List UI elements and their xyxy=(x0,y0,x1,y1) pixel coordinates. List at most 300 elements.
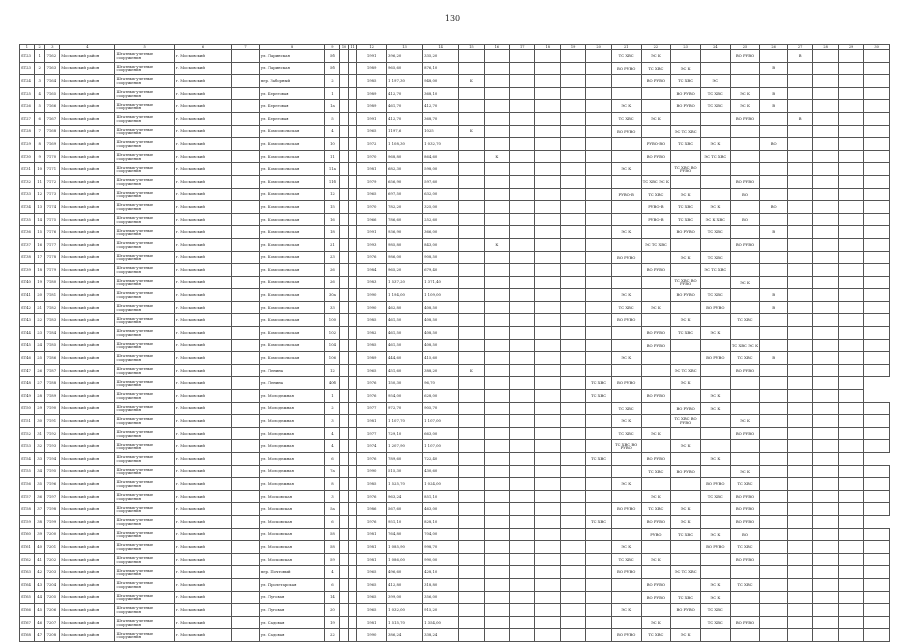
table-cell xyxy=(838,528,863,541)
table-cell xyxy=(340,150,348,163)
table-cell: 40б xyxy=(325,377,340,390)
table-cell xyxy=(459,478,484,491)
table-cell xyxy=(700,175,730,188)
table-cell: К xyxy=(459,364,484,377)
table-cell xyxy=(813,339,838,352)
table-row xyxy=(20,62,890,75)
table-cell xyxy=(459,264,484,277)
table-cell xyxy=(459,339,484,352)
table-cell xyxy=(535,201,560,214)
table-cell xyxy=(671,264,701,277)
table-cell: г. Московский xyxy=(174,138,231,151)
table-cell xyxy=(760,50,788,63)
table-cell: Штатных-учетные сооружения xyxy=(115,578,174,591)
table-cell xyxy=(348,503,356,516)
table-cell xyxy=(348,112,356,125)
table-cell xyxy=(864,604,890,617)
table-cell xyxy=(838,276,863,289)
table-cell xyxy=(459,566,484,579)
table-cell: 1982 xyxy=(357,327,387,340)
table-cell: ST56 xyxy=(20,478,35,491)
table-cell: Штатных-учетные сооружения xyxy=(115,238,174,251)
table-cell xyxy=(340,528,348,541)
table-cell xyxy=(611,578,641,591)
table-cell xyxy=(813,591,838,604)
table-row xyxy=(20,604,890,617)
table-cell xyxy=(560,490,585,503)
table-cell xyxy=(864,175,890,188)
table-cell xyxy=(348,478,356,491)
table-cell: 1 525,70 xyxy=(387,478,423,491)
table-cell: ST40 xyxy=(20,276,35,289)
table-cell xyxy=(700,553,730,566)
table-cell xyxy=(787,150,812,163)
table-cell: ТС ХВС xyxy=(641,62,671,75)
table-cell xyxy=(484,453,509,466)
table-cell: 396,20 xyxy=(387,50,423,63)
table-cell: 1965 xyxy=(357,578,387,591)
table-cell: 8 xyxy=(325,478,340,491)
table-cell: ЭС К xyxy=(671,503,701,516)
table-cell: 7176 xyxy=(45,226,60,239)
table-cell: 106 xyxy=(325,352,340,365)
table-cell xyxy=(340,175,348,188)
table-cell: 965,20 xyxy=(387,264,423,277)
table-cell xyxy=(611,339,641,352)
table-cell xyxy=(641,100,671,113)
table-cell: 1 xyxy=(325,87,340,100)
table-cell: ЭС К xyxy=(700,528,730,541)
table-cell xyxy=(813,390,838,403)
table-cell xyxy=(510,352,535,365)
table-row xyxy=(20,226,890,239)
table-cell: ST36 xyxy=(20,226,35,239)
table-cell xyxy=(535,163,560,176)
table-cell: ул. Ларинская xyxy=(259,62,325,75)
table-cell: Штатных-учетные сооружения xyxy=(115,87,174,100)
table-cell xyxy=(560,364,585,377)
table-cell xyxy=(813,604,838,617)
table-cell xyxy=(459,377,484,390)
table-cell xyxy=(484,50,509,63)
table-cell: Штатных-учетные сооружения xyxy=(115,515,174,528)
table-cell xyxy=(459,402,484,415)
table-cell: г. Московский xyxy=(174,327,231,340)
table-cell xyxy=(484,591,509,604)
table-cell xyxy=(348,100,356,113)
table-cell xyxy=(838,112,863,125)
table-cell: 1991 xyxy=(357,226,387,239)
table-cell: ТС ХВС xyxy=(700,490,730,503)
table-cell xyxy=(340,578,348,591)
table-cell xyxy=(787,453,812,466)
table-cell xyxy=(760,566,788,579)
table-cell xyxy=(586,415,611,428)
table-cell: Московский район xyxy=(60,251,115,264)
table-cell: ЭС ТС ХВС xyxy=(671,566,701,579)
table-cell xyxy=(340,503,348,516)
table-cell: 1а xyxy=(325,100,340,113)
table-cell: 23 xyxy=(325,251,340,264)
table-cell: 43 xyxy=(34,578,45,591)
table-cell: Московский район xyxy=(60,125,115,138)
table-cell: ВО xyxy=(730,188,760,201)
table-cell xyxy=(641,440,671,453)
table-cell: г. Московский xyxy=(174,629,231,642)
table-cell: ЭС ТС ХВС xyxy=(671,364,701,377)
table-cell xyxy=(813,100,838,113)
table-cell xyxy=(560,75,585,88)
table-cell xyxy=(787,175,812,188)
table-cell xyxy=(459,112,484,125)
table-cell xyxy=(535,226,560,239)
table-cell: 1976 xyxy=(357,390,387,403)
table-cell xyxy=(787,377,812,390)
table-cell xyxy=(560,125,585,138)
table-cell: ул. Луговая xyxy=(259,604,325,617)
table-cell xyxy=(348,453,356,466)
table-cell xyxy=(813,75,838,88)
table-cell: 412,80 xyxy=(387,578,423,591)
table-cell: 24 xyxy=(34,339,45,352)
table-cell: 7203 xyxy=(45,566,60,579)
table-cell xyxy=(560,553,585,566)
table-cell xyxy=(232,415,260,428)
table-cell xyxy=(232,465,260,478)
table-cell xyxy=(340,427,348,440)
table-cell: ST60 xyxy=(20,528,35,541)
table-cell: ЭС К xyxy=(671,188,701,201)
table-cell: В xyxy=(787,112,812,125)
table-cell xyxy=(838,415,863,428)
table-cell: ВО РУВО xyxy=(700,301,730,314)
column-number: 23 xyxy=(671,45,701,50)
table-cell xyxy=(838,289,863,302)
table-cell xyxy=(560,201,585,214)
table-cell xyxy=(730,226,760,239)
table-cell: ST52 xyxy=(20,427,35,440)
table-cell: ST28 xyxy=(20,125,35,138)
table-cell: Штатных-учетные сооружения xyxy=(115,402,174,415)
column-number: 3 xyxy=(45,45,60,50)
table-cell: 399,00 xyxy=(387,591,423,604)
table-cell xyxy=(348,515,356,528)
table-cell: 1976 xyxy=(357,490,387,503)
table-cell: 948,00 xyxy=(423,75,459,88)
table-cell: 4 xyxy=(325,125,340,138)
table-cell: 461,50 xyxy=(387,339,423,352)
table-cell xyxy=(700,62,730,75)
table-cell xyxy=(586,226,611,239)
table-cell: ВО РУВО xyxy=(641,390,671,403)
table-row xyxy=(20,301,890,314)
table-cell xyxy=(838,427,863,440)
table-cell xyxy=(586,578,611,591)
table-cell xyxy=(232,175,260,188)
table-cell xyxy=(560,213,585,226)
table-cell xyxy=(700,440,730,453)
table-cell: 851,10 xyxy=(423,490,459,503)
table-cell: 451,60 xyxy=(387,364,423,377)
table-cell: ЭС К ХВС xyxy=(700,213,730,226)
table-cell xyxy=(340,289,348,302)
table-cell xyxy=(484,427,509,440)
table-cell: 7192 xyxy=(45,427,60,440)
table-cell xyxy=(535,490,560,503)
table-row xyxy=(20,478,890,491)
table-cell: 1 108,30 xyxy=(387,138,423,151)
table-cell xyxy=(864,591,890,604)
table-cell: 33 xyxy=(325,301,340,314)
table-cell xyxy=(535,339,560,352)
table-cell xyxy=(671,50,701,63)
table-cell: ул. Комсомольская xyxy=(259,352,325,365)
table-cell xyxy=(787,616,812,629)
table-cell xyxy=(787,289,812,302)
table-cell xyxy=(340,402,348,415)
table-cell: 7182 xyxy=(45,301,60,314)
table-cell: ул. Комсомольская xyxy=(259,314,325,327)
table-cell: 1970 xyxy=(357,201,387,214)
table-cell: ВО xyxy=(730,528,760,541)
table-cell: 36 xyxy=(34,490,45,503)
table-cell: ST34 xyxy=(20,201,35,214)
table-cell xyxy=(838,364,863,377)
table-cell: 1989 xyxy=(357,62,387,75)
table-cell xyxy=(459,276,484,289)
table-cell xyxy=(864,364,890,377)
table-cell: 7206 xyxy=(45,604,60,617)
table-cell: ST30 xyxy=(20,150,35,163)
table-cell xyxy=(232,427,260,440)
table-cell xyxy=(838,175,863,188)
table-cell: ЭС К xyxy=(641,616,671,629)
table-cell: ВО РУВО xyxy=(611,503,641,516)
table-cell xyxy=(510,541,535,554)
table-cell: ST37 xyxy=(20,238,35,251)
table-cell xyxy=(484,188,509,201)
table-cell: Штатных-учетные сооружения xyxy=(115,553,174,566)
table-cell: ул. Молодежная xyxy=(259,440,325,453)
table-cell: ЭС К xyxy=(611,163,641,176)
table-cell: Московский район xyxy=(60,226,115,239)
table-cell: ST24 xyxy=(20,75,35,88)
table-cell: 3 xyxy=(325,490,340,503)
table-cell xyxy=(348,314,356,327)
table-cell xyxy=(232,238,260,251)
table-cell xyxy=(838,578,863,591)
table-cell xyxy=(560,440,585,453)
table-cell: 1985 xyxy=(357,339,387,352)
table-row xyxy=(20,175,890,188)
table-cell xyxy=(510,289,535,302)
table-cell: 10 xyxy=(325,138,340,151)
table-row xyxy=(20,616,890,629)
table-cell: 41 xyxy=(34,553,45,566)
table-cell: 1965 xyxy=(357,591,387,604)
table-cell: Штатных-учетные сооружения xyxy=(115,150,174,163)
table-cell: ТС ХВС xyxy=(611,427,641,440)
table-cell xyxy=(700,163,730,176)
table-cell: 998,70 xyxy=(423,541,459,554)
table-cell xyxy=(510,515,535,528)
table-row xyxy=(20,87,890,100)
table-cell xyxy=(535,75,560,88)
table-cell: ул. Пролетарская xyxy=(259,578,325,591)
table-cell: 843,00 xyxy=(423,238,459,251)
table-cell xyxy=(510,87,535,100)
column-number: 12 xyxy=(357,45,387,50)
table-cell: ЭС К xyxy=(730,415,760,428)
table-cell: Московский район xyxy=(60,364,115,377)
table-cell xyxy=(535,364,560,377)
table-cell xyxy=(760,276,788,289)
table-cell xyxy=(560,138,585,151)
table-cell: Московский район xyxy=(60,138,115,151)
table-cell: Московский район xyxy=(60,150,115,163)
table-cell xyxy=(232,591,260,604)
table-cell: 7199 xyxy=(45,515,60,528)
table-cell xyxy=(484,604,509,617)
table-cell xyxy=(787,465,812,478)
table-cell xyxy=(838,150,863,163)
table-cell: г. Московский xyxy=(174,301,231,314)
table-cell xyxy=(340,515,348,528)
table-cell: 366,00 xyxy=(423,226,459,239)
table-cell xyxy=(348,415,356,428)
table-cell xyxy=(340,251,348,264)
table-cell: г. Московский xyxy=(174,578,231,591)
table-cell xyxy=(340,62,348,75)
table-cell: 1991 xyxy=(357,112,387,125)
table-cell xyxy=(510,364,535,377)
table-cell: ЭС К xyxy=(700,402,730,415)
table-cell xyxy=(813,377,838,390)
table-cell xyxy=(813,87,838,100)
table-cell: ВО РУВО xyxy=(700,541,730,554)
table-cell: Штатных-учетные сооружения xyxy=(115,503,174,516)
table-cell xyxy=(232,352,260,365)
table-cell xyxy=(611,591,641,604)
table-cell: 1976 xyxy=(357,453,387,466)
table-cell: 96,70 xyxy=(423,377,459,390)
table-cell xyxy=(510,591,535,604)
table-cell: 4 xyxy=(325,440,340,453)
table-cell: Штатных-учетные сооружения xyxy=(115,301,174,314)
table-cell: ЭС К xyxy=(671,62,701,75)
table-cell xyxy=(760,528,788,541)
table-cell: 31 xyxy=(34,427,45,440)
table-cell: Штатных-учетные сооружения xyxy=(115,490,174,503)
table-cell: г. Московский xyxy=(174,427,231,440)
table-cell: 1 107,00 xyxy=(423,415,459,428)
table-cell: ЭС К xyxy=(641,301,671,314)
table-cell xyxy=(459,150,484,163)
table-cell xyxy=(787,390,812,403)
table-cell: 150,30 xyxy=(387,377,423,390)
table-cell xyxy=(700,238,730,251)
table-cell: 408,50 xyxy=(423,339,459,352)
table-cell xyxy=(232,390,260,403)
table-cell xyxy=(459,503,484,516)
table-cell: 22 xyxy=(325,629,340,642)
table-cell: 4 xyxy=(34,87,45,100)
table-cell xyxy=(760,377,788,390)
column-number: 10 xyxy=(340,45,348,50)
table-cell xyxy=(484,390,509,403)
table-cell xyxy=(864,112,890,125)
table-cell: г. Московский xyxy=(174,440,231,453)
table-cell: 7180 xyxy=(45,276,60,289)
table-cell: ТС ХВС xyxy=(671,327,701,340)
table-cell: 2 xyxy=(325,402,340,415)
table-cell xyxy=(484,314,509,327)
table-cell xyxy=(348,251,356,264)
table-cell: г. Московский xyxy=(174,453,231,466)
table-cell: 45 xyxy=(34,604,45,617)
table-cell xyxy=(671,150,701,163)
table-cell xyxy=(813,314,838,327)
table-cell xyxy=(813,150,838,163)
table-cell xyxy=(586,75,611,88)
table-cell: 1 032,00 xyxy=(387,604,423,617)
table-cell: ВО РУВО xyxy=(611,629,641,642)
table-cell xyxy=(838,402,863,415)
table-cell xyxy=(484,352,509,365)
table-cell: 1974 xyxy=(357,440,387,453)
table-cell xyxy=(787,251,812,264)
table-cell xyxy=(535,352,560,365)
table-cell xyxy=(787,62,812,75)
table-cell: Штатных-учетные сооружения xyxy=(115,289,174,302)
table-cell: г. Московский xyxy=(174,213,231,226)
table-cell: 20 xyxy=(325,604,340,617)
table-cell xyxy=(611,238,641,251)
column-number: 16 xyxy=(484,45,509,50)
table-cell: ЭС ТС ХВС xyxy=(700,264,730,277)
table-cell: 6 xyxy=(325,578,340,591)
table-cell xyxy=(348,87,356,100)
table-cell xyxy=(787,100,812,113)
table-cell: ВО РУВО xyxy=(730,238,760,251)
table-cell xyxy=(813,364,838,377)
table-cell xyxy=(535,553,560,566)
table-cell: 463,00 xyxy=(423,503,459,516)
table-cell: ТС ХВС xyxy=(586,390,611,403)
table-row xyxy=(20,75,890,88)
table-cell xyxy=(787,314,812,327)
table-cell xyxy=(560,112,585,125)
table-cell: ул. Комсомольская xyxy=(259,289,325,302)
table-cell: В xyxy=(760,100,788,113)
table-cell xyxy=(459,541,484,554)
table-cell: 7208 xyxy=(45,629,60,642)
table-cell: 1981 xyxy=(357,163,387,176)
table-cell: ТС ХВС ВО РУВО xyxy=(671,415,701,428)
table-cell: ВО РУВО xyxy=(641,150,671,163)
table-cell: 7174 xyxy=(45,201,60,214)
table-cell: 25 xyxy=(34,352,45,365)
table-cell xyxy=(459,50,484,63)
table-cell xyxy=(586,566,611,579)
table-cell: ТС ХВС xyxy=(586,515,611,528)
table-cell xyxy=(586,138,611,151)
table-cell xyxy=(510,616,535,629)
table-row xyxy=(20,163,890,176)
table-cell xyxy=(535,515,560,528)
table-cell: 1965 xyxy=(357,566,387,579)
table-row xyxy=(20,276,890,289)
